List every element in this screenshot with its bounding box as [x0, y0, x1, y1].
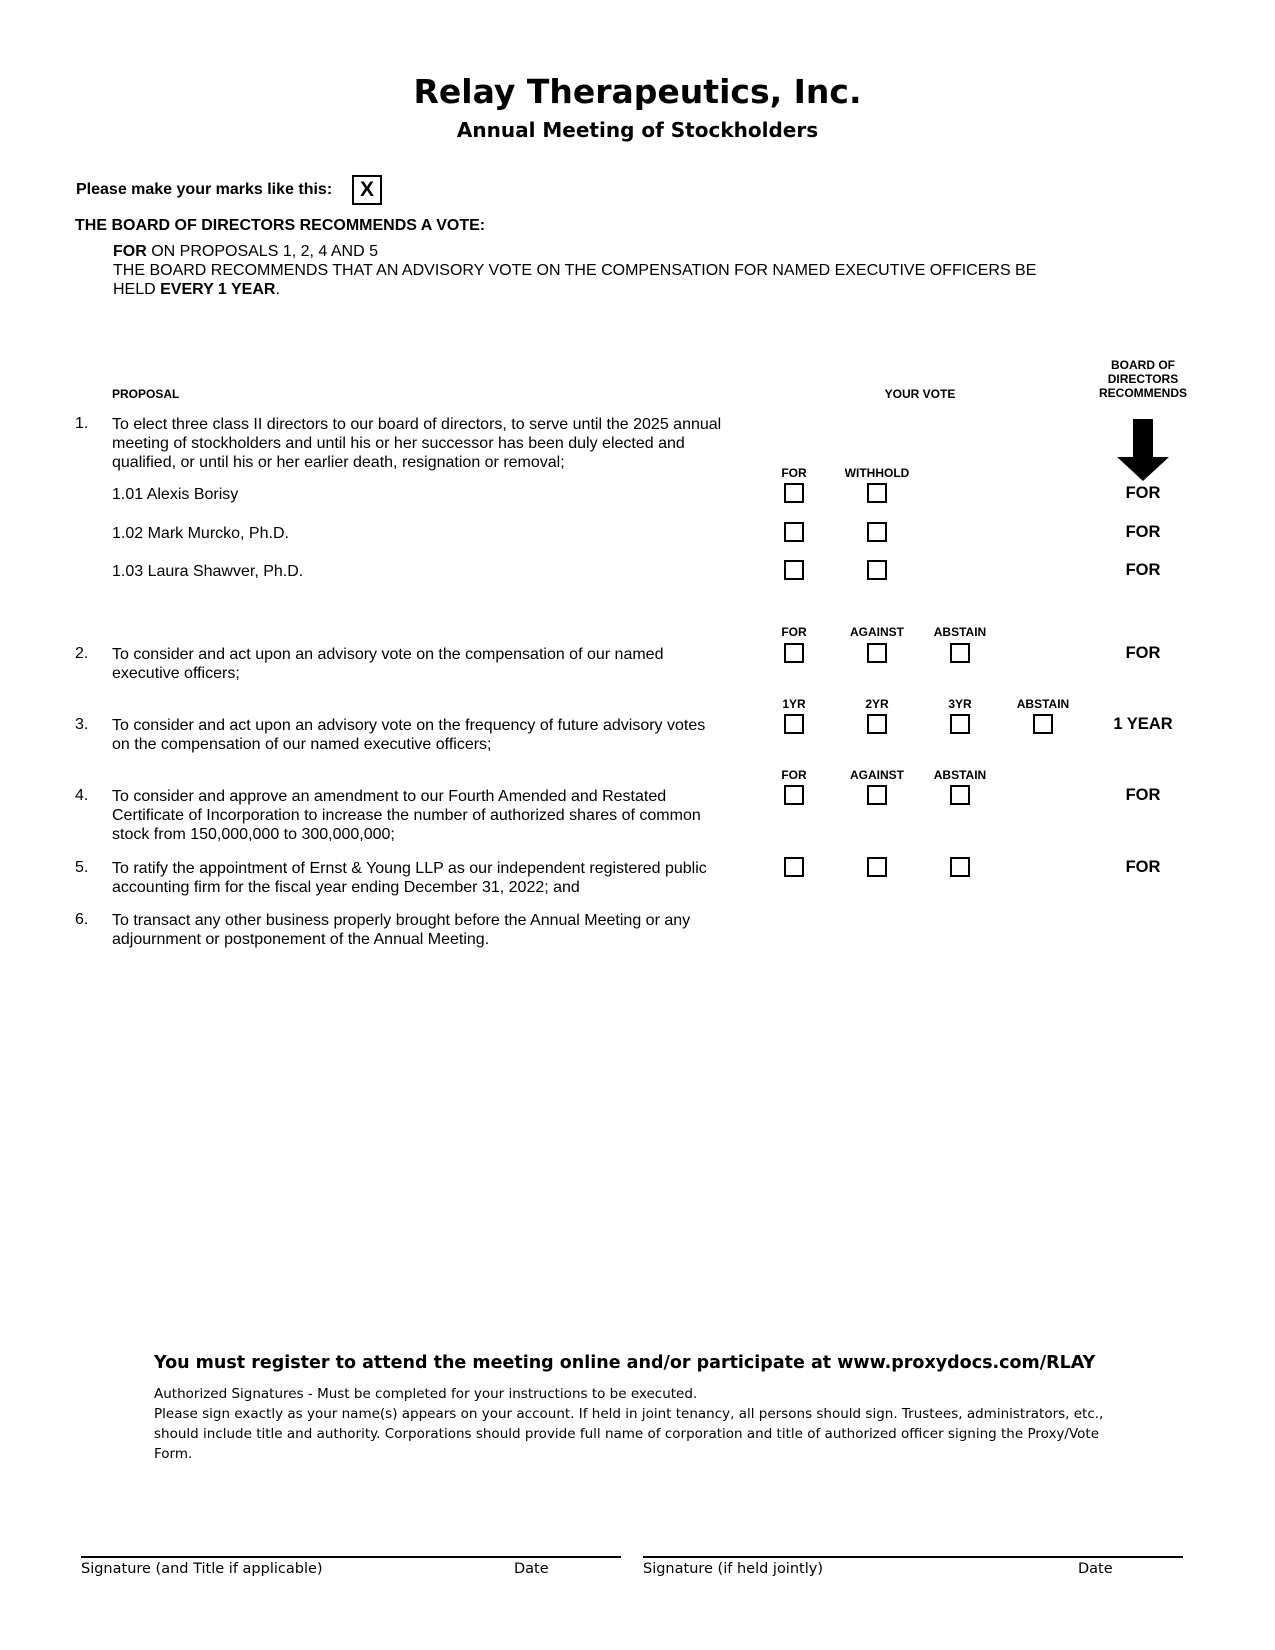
nominee-3-withhold-checkbox[interactable] [867, 560, 887, 580]
document-title: Relay Therapeutics, Inc. [413, 72, 862, 111]
date-label: Date [514, 1561, 549, 1577]
proposal-1-text: To elect three class II directors to our board of directors, to serve until the 2025 annual meeting of stockholders and until his or her successor has been duly elected and qualified, or until his or her earlier death, resignation or removal; [112, 416, 722, 471]
proposal-number: 3. [75, 716, 89, 733]
joint-date-label: Date [1078, 1561, 1113, 1577]
proposal-2-text: To consider and act upon an advisory vote on the compensation of our named executive officers; [112, 646, 664, 682]
proposal-5-for-checkbox[interactable] [784, 857, 804, 877]
recommendation-line-1: FOR ON PROPOSALS 1, 2, 4 AND 5 [113, 243, 378, 260]
proposal-4-abstain-checkbox[interactable] [950, 785, 970, 805]
proposal-2-abstain-checkbox[interactable] [950, 643, 970, 663]
vote-label-abstain: ABSTAIN [933, 625, 987, 639]
proposal-4-against-checkbox[interactable] [867, 785, 887, 805]
proposal-3-3yr-checkbox[interactable] [950, 714, 970, 734]
proposal-3-abstain-checkbox[interactable] [1033, 714, 1053, 734]
vote-label-against: AGAINST [850, 768, 904, 782]
proposal-2-for-checkbox[interactable] [784, 643, 804, 663]
proposal-column-header: PROPOSAL [112, 387, 180, 401]
nominee-name: 1.01 Alexis Borisy [112, 486, 239, 503]
proposal-5-against-checkbox[interactable] [867, 857, 887, 877]
proposal-4-for-checkbox[interactable] [784, 785, 804, 805]
recommendation-for: FOR [113, 243, 147, 260]
nominee-name: 1.02 Mark Murcko, Ph.D. [112, 525, 289, 542]
proposal-2-against-checkbox[interactable] [867, 643, 887, 663]
proposal-5-abstain-checkbox[interactable] [950, 857, 970, 877]
register-notice: You must register to attend the meeting online and/or participate at www.proxydocs.com/RLAY [154, 1353, 1096, 1373]
marks-instruction: Please make your marks like this: [76, 181, 333, 198]
vote-label-3yr: 3YR [948, 697, 972, 711]
down-arrow-icon [1117, 419, 1169, 481]
nominee-1-withhold-checkbox[interactable] [867, 483, 887, 503]
signature-instructions: Authorized Signatures - Must be completed for your instructions to be executed. Please sign exactly as your name(s) appears on your account. If held in joint tenancy, all persons should sign. Trustees, administrators, etc., should include title and authority. Corporations should provide full name of corporation and title of authorized officer signing the Proxy/Vote Form. [154, 1386, 1104, 1462]
board-recommendation: FOR [1125, 644, 1161, 662]
proposal-number: 1. [75, 415, 89, 432]
vote-label-2yr: 2YR [865, 697, 889, 711]
vote-label-abstain: ABSTAIN [933, 768, 987, 782]
nominee-2-for-checkbox[interactable] [784, 522, 804, 542]
vote-label-for: FOR [781, 625, 807, 639]
recommendation-line-2: THE BOARD RECOMMENDS THAT AN ADVISORY VOTE ON THE COMPENSATION FOR NAMED EXECUTIVE OFFICERS BE [113, 262, 1037, 279]
nominee-3-for-checkbox[interactable] [784, 560, 804, 580]
recommendation-line-3: HELD EVERY 1 YEAR. [113, 281, 280, 298]
sample-mark-box: X [352, 175, 382, 205]
proposal-5-text: To ratify the appointment of Ernst & Young LLP as our independent registered public accounting firm for the fiscal year ending December 31, 2022; and [112, 860, 707, 896]
proposal-3-2yr-checkbox[interactable] [867, 714, 887, 734]
proposal-number: 2. [75, 645, 89, 662]
board-recommendation: FOR [1125, 858, 1161, 876]
proposal-number: 5. [75, 859, 89, 876]
proposal-number: 4. [75, 787, 89, 804]
board-recommendation: FOR [1125, 523, 1161, 541]
proposal-3-1yr-checkbox[interactable] [784, 714, 804, 734]
proposal-6-text: To transact any other business properly brought before the Annual Meeting or any adjournment or postponement of the Annual Meeting. [112, 912, 691, 948]
document-subtitle: Annual Meeting of Stockholders [456, 118, 819, 142]
nominee-2-withhold-checkbox[interactable] [867, 522, 887, 542]
board-recommendation: FOR [1125, 484, 1161, 502]
vote-label-against: AGAINST [850, 625, 904, 639]
proposal-number: 6. [75, 911, 89, 928]
vote-label-abstain: ABSTAIN [1016, 697, 1070, 711]
vote-label-for: FOR [781, 466, 807, 480]
your-vote-column-header: YOUR VOTE [884, 387, 956, 401]
nominee-name: 1.03 Laura Shawver, Ph.D. [112, 563, 304, 580]
nominee-1-for-checkbox[interactable] [784, 483, 804, 503]
signature-label: Signature (and Title if applicable) [81, 1561, 323, 1577]
proposal-4-text: To consider and approve an amendment to our Fourth Amended and Restated Certificate of Incorporation to increase the number of authorized shares of common stock from 150,000,000 to 300,000,000; [112, 788, 701, 843]
signature-line[interactable] [81, 1556, 621, 1558]
vote-label-1yr: 1YR [782, 697, 806, 711]
vote-label-for: FOR [781, 768, 807, 782]
board-recommendation: FOR [1125, 786, 1161, 804]
proposal-3-text: To consider and act upon an advisory vote on the frequency of future advisory votes on the compensation of our named executive officers; [112, 717, 706, 753]
vote-label-withhold: WITHHOLD [844, 466, 910, 480]
board-recommends-heading: THE BOARD OF DIRECTORS RECOMMENDS A VOTE: [75, 217, 486, 234]
joint-signature-line[interactable] [643, 1556, 1183, 1558]
board-recommends-column-header: BOARD OF DIRECTORS RECOMMENDS [1098, 358, 1187, 400]
board-recommendation: FOR [1125, 561, 1161, 579]
board-recommendation: 1 YEAR [1113, 715, 1173, 733]
joint-signature-label: Signature (if held jointly) [643, 1561, 823, 1577]
